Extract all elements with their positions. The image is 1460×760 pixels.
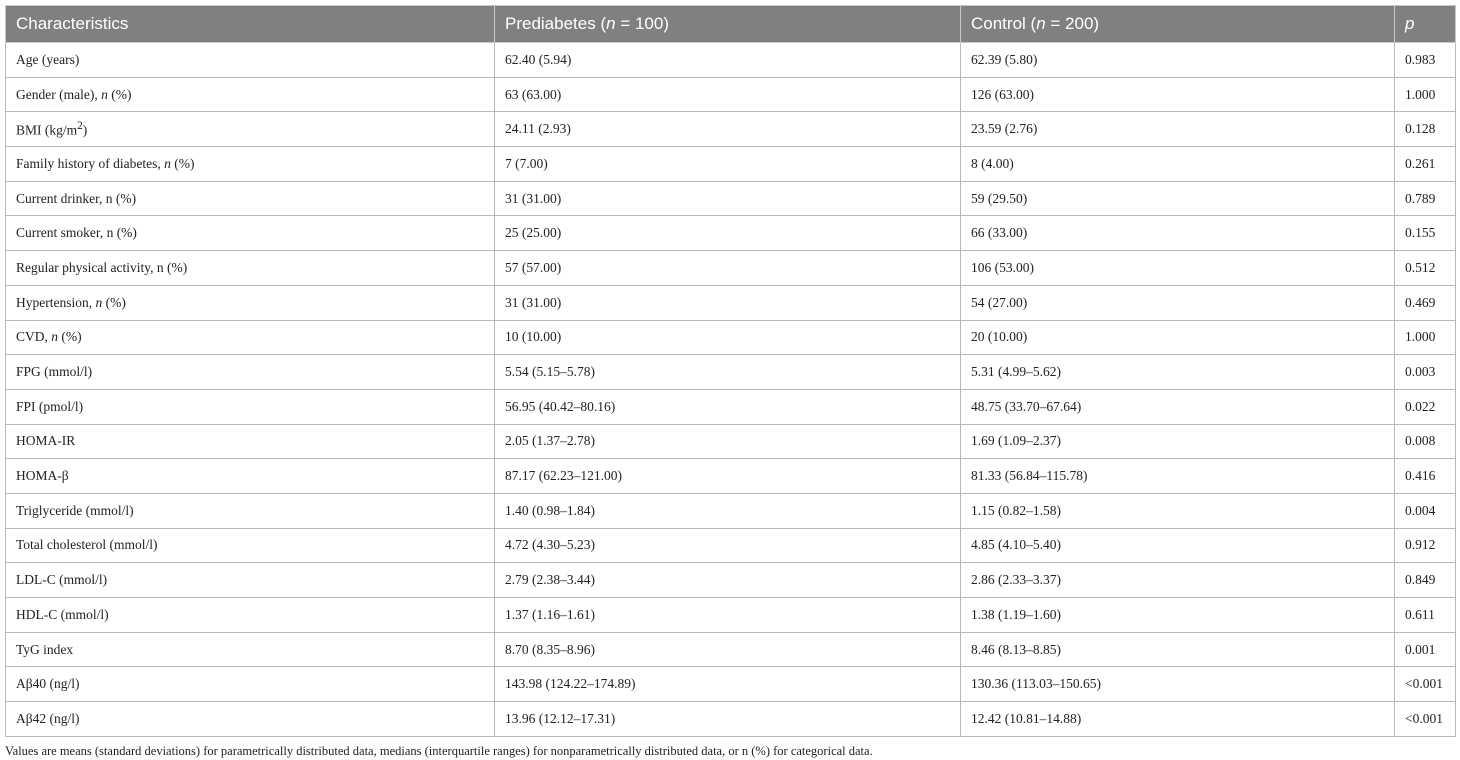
table-row — [6, 320, 1456, 355]
cell-characteristic — [6, 77, 495, 112]
table-row — [6, 493, 1456, 528]
cell-control: 106 (53.00) — [961, 251, 1395, 286]
characteristic-label: LDL-C (mmol/l) — [16, 572, 108, 588]
characteristic-italic: n — [164, 155, 171, 171]
cell-prediabetes: 1.40 (0.98–1.84) — [495, 493, 961, 528]
cell-characteristic — [6, 528, 495, 563]
table-row — [6, 702, 1456, 737]
table-row — [6, 43, 1456, 78]
table-row — [6, 77, 1456, 112]
cell-p-value: 0.003 — [1395, 355, 1456, 390]
characteristic-label: Current smoker, n (%) — [16, 225, 137, 241]
cell-control: 8 (4.00) — [961, 147, 1395, 182]
cell-prediabetes: 24.11 (2.93) — [495, 112, 961, 147]
characteristic-label: HOMA-IR — [16, 433, 76, 449]
cell-p-value: 0.469 — [1395, 285, 1456, 320]
cell-control: 54 (27.00) — [961, 285, 1395, 320]
cell-characteristic — [6, 598, 495, 633]
table-row — [6, 355, 1456, 390]
header-control-prefix: Control ( — [971, 14, 1037, 33]
cell-p-value: 1.000 — [1395, 320, 1456, 355]
cell-characteristic — [6, 424, 495, 459]
characteristic-italic: n — [101, 86, 108, 102]
cell-control: 62.39 (5.80) — [961, 43, 1395, 78]
cell-characteristic — [6, 181, 495, 216]
table-footnote: Values are means (standard deviations) for parametrically distributed data, medians (interquartile ranges) for nonparametrically distributed data, or n (%) for categorical data. — [5, 743, 873, 758]
cell-control: 1.38 (1.19–1.60) — [961, 598, 1395, 633]
characteristic-label: Hypertension, — [16, 294, 96, 310]
header-control-n: n — [1036, 14, 1046, 33]
characteristic-tail: (%) — [102, 294, 126, 310]
header-prediabetes — [495, 6, 961, 43]
characteristic-label: Aβ40 (ng/l) — [16, 676, 80, 692]
cell-characteristic — [6, 563, 495, 598]
cell-p-value: 0.001 — [1395, 632, 1456, 667]
characteristic-tail: (%) — [107, 86, 132, 102]
header-characteristics-label: Characteristics — [16, 14, 129, 33]
characteristic-label: Regular physical activity, n (%) — [16, 259, 188, 275]
cell-p-value: 0.004 — [1395, 493, 1456, 528]
cell-prediabetes: 31 (31.00) — [495, 285, 961, 320]
cell-prediabetes: 1.37 (1.16–1.61) — [495, 598, 961, 633]
cell-prediabetes: 57 (57.00) — [495, 251, 961, 286]
cell-prediabetes: 25 (25.00) — [495, 216, 961, 251]
cell-control: 59 (29.50) — [961, 181, 1395, 216]
cell-prediabetes: 63 (63.00) — [495, 77, 961, 112]
header-prediabetes-n: n — [606, 14, 616, 33]
table-row — [6, 528, 1456, 563]
characteristic-label: Family history of diabetes, — [16, 155, 165, 171]
characteristic-italic: n — [95, 294, 103, 310]
characteristic-label: BMI (kg/m — [16, 122, 78, 138]
header-prediabetes-prefix: Prediabetes ( — [505, 14, 607, 33]
characteristics-table-container — [5, 5, 1455, 759]
cell-prediabetes: 143.98 (124.22–174.89) — [495, 667, 961, 702]
cell-p-value: 1.000 — [1395, 77, 1456, 112]
header-characteristics — [6, 6, 495, 43]
cell-characteristic — [6, 43, 495, 78]
cell-p-value: <0.001 — [1395, 702, 1456, 737]
table-row — [6, 424, 1456, 459]
header-prediabetes-suffix: = 100) — [615, 14, 669, 33]
characteristic-label: FPG (mmol/l) — [16, 364, 93, 380]
characteristic-label: HDL-C (mmol/l) — [16, 606, 109, 622]
table-row — [6, 667, 1456, 702]
characteristic-italic: n — [51, 329, 59, 345]
cell-characteristic — [6, 216, 495, 251]
header-control-suffix: = 200) — [1045, 14, 1100, 33]
cell-characteristic — [6, 459, 495, 494]
cell-p-value: 0.789 — [1395, 181, 1456, 216]
table-row — [6, 285, 1456, 320]
cell-p-value: 0.416 — [1395, 459, 1456, 494]
cell-prediabetes: 2.79 (2.38–3.44) — [495, 563, 961, 598]
header-control — [961, 6, 1395, 43]
cell-p-value: 0.022 — [1395, 389, 1456, 424]
cell-prediabetes: 62.40 (5.94) — [495, 43, 961, 78]
cell-control: 126 (63.00) — [961, 77, 1395, 112]
cell-control: 5.31 (4.99–5.62) — [961, 355, 1395, 390]
cell-prediabetes: 2.05 (1.37–2.78) — [495, 424, 961, 459]
cell-control: 1.69 (1.09–2.37) — [961, 424, 1395, 459]
cell-control: 81.33 (56.84–115.78) — [961, 459, 1395, 494]
cell-characteristic — [6, 389, 495, 424]
cell-prediabetes: 31 (31.00) — [495, 181, 961, 216]
characteristic-label: CVD, — [16, 329, 52, 345]
cell-prediabetes: 10 (10.00) — [495, 320, 961, 355]
table-row — [6, 459, 1456, 494]
table-row — [6, 216, 1456, 251]
characteristic-label: Triglyceride (mmol/l) — [16, 502, 134, 518]
cell-prediabetes: 8.70 (8.35–8.96) — [495, 632, 961, 667]
cell-control: 12.42 (10.81–14.88) — [961, 702, 1395, 737]
table-row — [6, 112, 1456, 147]
characteristic-label: Total cholesterol (mmol/l) — [16, 537, 158, 553]
header-p-label: p — [1405, 14, 1415, 33]
characteristic-tail: ) — [82, 122, 88, 138]
cell-control: 23.59 (2.76) — [961, 112, 1395, 147]
cell-p-value: <0.001 — [1395, 667, 1456, 702]
cell-characteristic — [6, 493, 495, 528]
cell-p-value: 0.849 — [1395, 563, 1456, 598]
characteristic-label: Age (years) — [16, 51, 80, 67]
table-header-row — [6, 6, 1456, 43]
cell-characteristic — [6, 320, 495, 355]
cell-p-value: 0.008 — [1395, 424, 1456, 459]
cell-characteristic — [6, 355, 495, 390]
characteristic-tail: (%) — [58, 329, 82, 345]
characteristics-table — [5, 5, 1456, 737]
cell-prediabetes: 7 (7.00) — [495, 147, 961, 182]
characteristic-label: Aβ42 (ng/l) — [16, 710, 80, 726]
cell-control: 48.75 (33.70–67.64) — [961, 389, 1395, 424]
cell-prediabetes: 56.95 (40.42–80.16) — [495, 389, 961, 424]
cell-prediabetes: 5.54 (5.15–5.78) — [495, 355, 961, 390]
cell-control: 66 (33.00) — [961, 216, 1395, 251]
cell-p-value: 0.155 — [1395, 216, 1456, 251]
cell-p-value: 0.912 — [1395, 528, 1456, 563]
table-row — [6, 632, 1456, 667]
cell-prediabetes: 4.72 (4.30–5.23) — [495, 528, 961, 563]
table-row — [6, 181, 1456, 216]
table-body — [6, 43, 1456, 737]
cell-characteristic — [6, 702, 495, 737]
cell-control: 130.36 (113.03–150.65) — [961, 667, 1395, 702]
cell-prediabetes: 87.17 (62.23–121.00) — [495, 459, 961, 494]
characteristic-label: HOMA-β — [16, 468, 69, 484]
characteristic-label: FPI (pmol/l) — [16, 398, 84, 414]
table-row — [6, 147, 1456, 182]
cell-characteristic — [6, 147, 495, 182]
cell-control: 1.15 (0.82–1.58) — [961, 493, 1395, 528]
cell-p-value: 0.128 — [1395, 112, 1456, 147]
characteristic-label: Current drinker, n (%) — [16, 190, 137, 206]
table-row — [6, 389, 1456, 424]
cell-characteristic — [6, 667, 495, 702]
cell-prediabetes: 13.96 (12.12–17.31) — [495, 702, 961, 737]
characteristic-superscript: 2 — [77, 119, 83, 132]
cell-p-value: 0.261 — [1395, 147, 1456, 182]
characteristic-tail: (%) — [170, 155, 195, 171]
table-row — [6, 598, 1456, 633]
characteristic-label: TyG index — [16, 641, 74, 657]
cell-control: 4.85 (4.10–5.40) — [961, 528, 1395, 563]
cell-control: 8.46 (8.13–8.85) — [961, 632, 1395, 667]
cell-characteristic — [6, 632, 495, 667]
cell-characteristic — [6, 251, 495, 286]
cell-p-value: 0.512 — [1395, 251, 1456, 286]
cell-p-value: 0.611 — [1395, 598, 1456, 633]
header-p — [1395, 6, 1456, 43]
characteristic-label: Gender (male), — [16, 86, 102, 102]
table-row — [6, 563, 1456, 598]
table-row — [6, 251, 1456, 286]
cell-characteristic — [6, 285, 495, 320]
cell-p-value: 0.983 — [1395, 43, 1456, 78]
cell-characteristic — [6, 112, 495, 147]
cell-control: 20 (10.00) — [961, 320, 1395, 355]
cell-control: 2.86 (2.33–3.37) — [961, 563, 1395, 598]
